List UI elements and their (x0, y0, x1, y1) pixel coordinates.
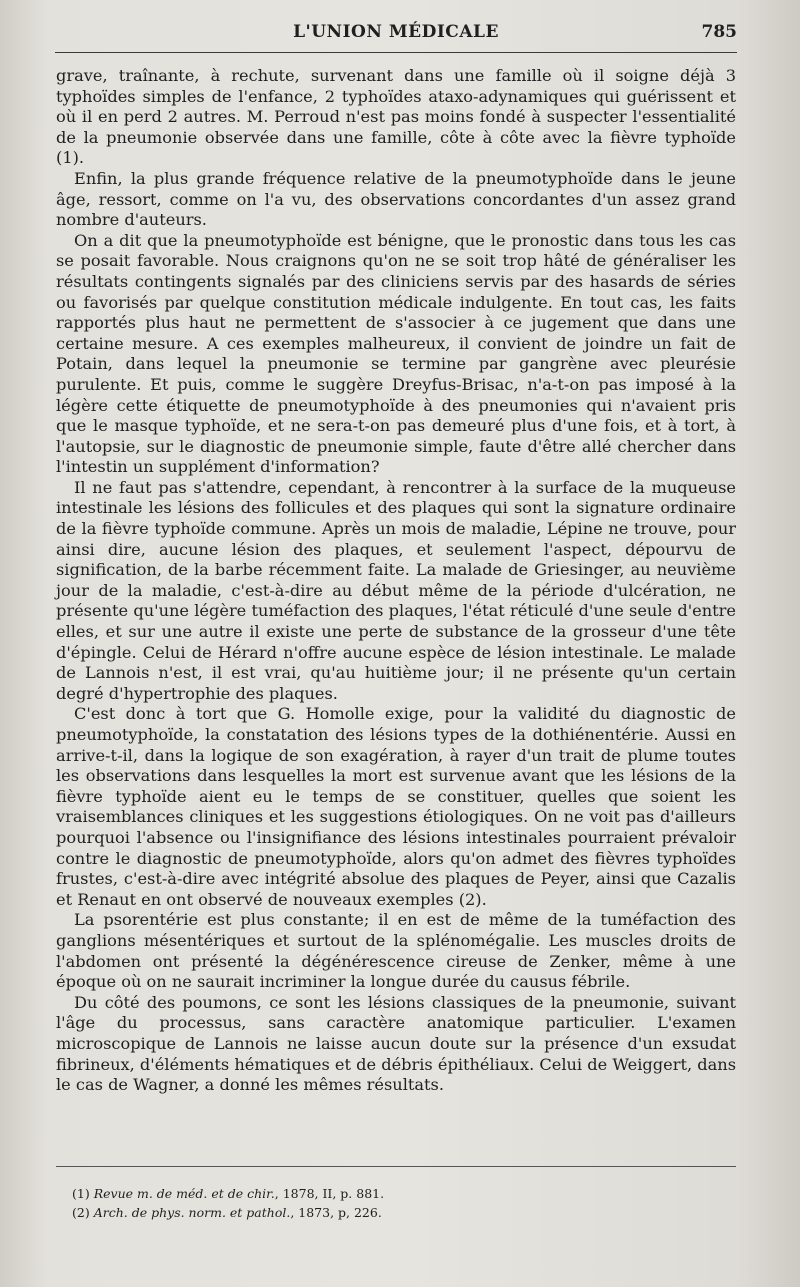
body-text (56, 66, 736, 1096)
header-rule (55, 52, 737, 53)
page-number: 785 (701, 22, 737, 42)
paragraph: Enfin, la plus grande fréquence relative de la pneumotyphoïde dans le jeune âge, ressort, comme on l'a vu, des observations concordantes d'un assez grand nombre d'auteurs. (56, 168, 736, 230)
paragraph: grave, traînante, à rechute, survenant dans une famille où il soigne déjà 3 typhoïdes simples de l'enfance, 2 typhoïdes ataxo-adynamiques qui guérissent et où il en perd 2 autres. M. Perroud n'est pas moins fondé à suspecter l'essentialité de la pneumonie observée dans une famille, côte à côte avec la fièvre typhoïde (1). (56, 66, 736, 168)
footnote (72, 1184, 672, 1203)
page-header (55, 22, 737, 48)
footnotes (72, 1184, 672, 1222)
running-title: L'UNION MÉDICALE (293, 22, 499, 42)
footnote-source: Revue m. de méd. et de chir. (93, 1186, 275, 1201)
footnote-marker: (1) (72, 1186, 90, 1201)
paragraph: C'est donc à tort que G. Homolle exige, pour la validité du diagnostic de pneumotyphoïde, la constatation des lésions types de la dothiénentérie. Aussi en arrive-t-il, dans la logique de son exagération, à rayer d'un trait de plume toutes les observations dans lesquelles la mort est survenue avant que les lésions de la fièvre typhoïde aient eu le temps de se constituer, quelles que soient les vraisemblances cliniques et les suggestions étiologiques. On ne voit pas d'ailleurs pourquoi l'absence ou l'insignifiance des lésions intestinales pourraient prévaloir contre le diagnostic de pneumotyphoïde, alors qu'on admet des fièvres typhoïdes frustes, c'est-à-dire avec intégrité absolue des plaques de Peyer, ainsi que Cazalis et Renaut en ont observé de nouveaux exemples (2). (56, 704, 736, 909)
paragraph: Il ne faut pas s'attendre, cependant, à rencontrer à la surface de la muqueuse intestinale les lésions des follicules et des plaques qui sont la signature ordinaire de la fièvre typhoïde commune. Après un mois de maladie, Lépine ne trouve, pour ainsi dire, aucune lésion des plaques, et seulement l'aspect, dépourvu de signification, de la barbe récemment faite. La malade de Griesinger, au neuvième jour de la maladie, c'est-à-dire au début même de la période d'ulcération, ne présente qu'une légère tuméfaction des plaques, l'état réticulé d'une seule d'entre elles, et sur une autre il existe une perte de substance de la grosseur d'une tête d'épingle. Celui de Hérard n'offre aucune espèce de lésion intestinale. Le malade de Lannois n'est, il est vrai, qu'au huitième jour; il ne présente qu'un certain degré d'hypertrophie des plaques. (56, 477, 736, 703)
paragraph: Du côté des poumons, ce sont les lésions classiques de la pneumonie, suivant l'âge du processus, sans caractère anatomique particulier. L'examen microscopique de Lannois ne laisse aucun doute sur la présence d'un exsudat fibrineux, d'éléments hématiques et de débris épithéliaux. Celui de Weiggert, dans le cas de Wagner, a donné les mêmes résultats. (56, 992, 737, 1095)
paragraph: On a dit que la pneumotyphoïde est bénigne, que le pronostic dans tous les cas se posait favorable. Nous craignons qu'on ne se soit trop hâté de généraliser les résultats contingents signalés par des cliniciens servis par des hasards de séries ou favorisés par quelque constitution médicale indulgente. En tout cas, les faits rapportés plus haut ne permettent de s'associer à ce jugement que dans une certaine mesure. A ces exemples malheureux, il convient de joindre un fait de Potain, dans lequel la pneumonie se termine par gangrène avec pleurésie purulente. Et puis, comme le suggère Dreyfus-Brisac, n'a-t-on pas imposé à la légère cette étiquette de pneumotyphoïde à des pneumonies qui n'avaient pris que le masque typhoïde, et ne sera-t-on pas demeuré plus d'une fois, et à tort, à l'autopsie, sur le diagnostic de pneumonie simple, faute d'être allé chercher dans l'intestin un supplément d'information? (56, 230, 736, 477)
footnote-details: , 1878, II, p. 881. (274, 1186, 385, 1201)
footnote-marker: (2) (72, 1205, 90, 1220)
footnote-source: Arch. de phys. norm. et pathol. (93, 1205, 291, 1220)
footnote-rule (56, 1166, 736, 1167)
footnote (72, 1203, 672, 1222)
paragraph: La psorentérie est plus constante; il en est de même de la tuméfaction des ganglions mésentériques et surtout de la splénomégalie. Les muscles droits de l'abdomen ont présenté la dégénérescence cireuse de Zenker, même à une époque où on ne saurait incriminer la longue durée du causus fébrile. (56, 910, 736, 992)
footnote-details: , 1873, p, 226. (290, 1205, 382, 1220)
